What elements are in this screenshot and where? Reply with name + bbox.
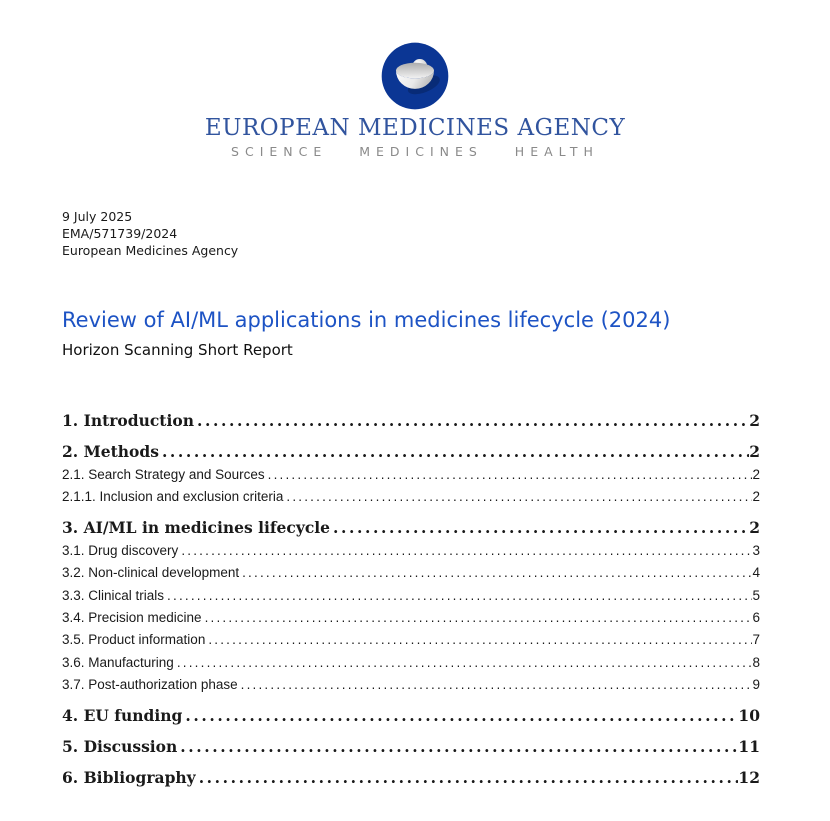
document-subtitle: Horizon Scanning Short Report [62,341,293,359]
ema-logo-block [0,42,830,159]
document-reference-number: EMA/571739/2024 [62,226,178,241]
toc-leader-dots [182,704,738,728]
toc-entry-page: 12 [738,767,760,787]
toc-entry-label: 3. AI/ML in medicines lifecycle [62,517,331,537]
ema-mortar-and-pestle-icon [381,42,449,110]
toc-leader-dots [202,607,753,629]
toc-entry-page: 4 [752,565,760,581]
ema-tagline: SCIENCE MEDICINES HEALTH [231,144,599,159]
toc-entry-page: 9 [752,677,760,693]
table-of-contents [62,409,760,790]
toc-entry-label: 3.2. Non-clinical development [62,565,240,581]
toc-leader-dots [178,540,752,562]
toc-entry[interactable] [62,464,760,486]
toc-entry-page: 2 [749,517,760,537]
toc-entry[interactable] [62,562,760,584]
toc-leader-dots [159,440,749,464]
toc-entry[interactable] [62,766,760,790]
toc-leader-dots [265,464,753,486]
toc-entry-page: 2 [749,411,760,430]
toc-entry-label: 3.7. Post-authorization phase [62,677,238,693]
toc-entry[interactable] [62,440,760,464]
toc-entry-label: 2.1.1. Inclusion and exclusion criteria [62,489,284,505]
toc-leader-dots [239,562,752,584]
toc-entry-label: 5. Discussion [62,736,178,756]
toc-entry-label: 3.4. Precision medicine [62,610,202,626]
toc-entry-page: 11 [738,736,760,756]
ema-wordmark: EUROPEAN MEDICINES AGENCY [204,115,626,141]
toc-entry-label: 2. Methods [62,442,159,461]
toc-entry[interactable] [62,652,760,674]
toc-entry[interactable] [62,735,760,759]
toc-entry[interactable] [62,486,760,508]
toc-leader-dots [177,735,738,759]
toc-entry-page: 2 [752,467,760,482]
toc-entry-label: 4. EU funding [62,705,183,725]
document-date: 9 July 2025 [62,209,133,224]
toc-entry-label: 3.1. Drug discovery [62,542,179,558]
toc-leader-dots [205,629,752,651]
toc-entry-page: 3 [752,542,760,558]
document-meta-block [62,208,238,259]
toc-leader-dots [196,766,739,790]
toc-leader-dots [330,516,749,540]
toc-entry[interactable] [62,516,760,540]
toc-entry-label: 1. Introduction [62,411,194,430]
toc-entry-page: 6 [752,610,760,626]
toc-leader-dots [238,674,753,696]
document-agency-name: European Medicines Agency [62,243,239,258]
document-title: Review of AI/ML applications in medicines lifecycle (2024) [62,308,671,332]
toc-entry-label: 3.6. Manufacturing [62,654,174,670]
toc-entry-label: 6. Bibliography [62,767,196,787]
toc-entry-page: 8 [752,654,760,670]
toc-entry-label: 3.5. Product information [62,632,206,648]
title-block [62,306,670,360]
toc-entry-page: 5 [752,587,760,603]
toc-entry[interactable] [62,674,760,696]
toc-leader-dots [283,486,752,508]
toc-entry[interactable] [62,629,760,651]
toc-entry-page: 10 [738,705,760,725]
toc-entry-label: 2.1. Search Strategy and Sources [62,467,265,482]
toc-leader-dots [174,652,753,674]
toc-entry[interactable] [62,585,760,607]
toc-entry-page: 2 [752,489,760,505]
toc-leader-dots [164,585,752,607]
toc-entry[interactable] [62,409,760,433]
toc-entry-page: 7 [752,632,760,648]
toc-entry-page: 2 [749,442,760,461]
toc-entry[interactable] [62,540,760,562]
toc-entry-label: 3.3. Clinical trials [62,587,165,603]
toc-entry[interactable] [62,607,760,629]
toc-leader-dots [194,409,749,433]
toc-entry[interactable] [62,704,760,728]
